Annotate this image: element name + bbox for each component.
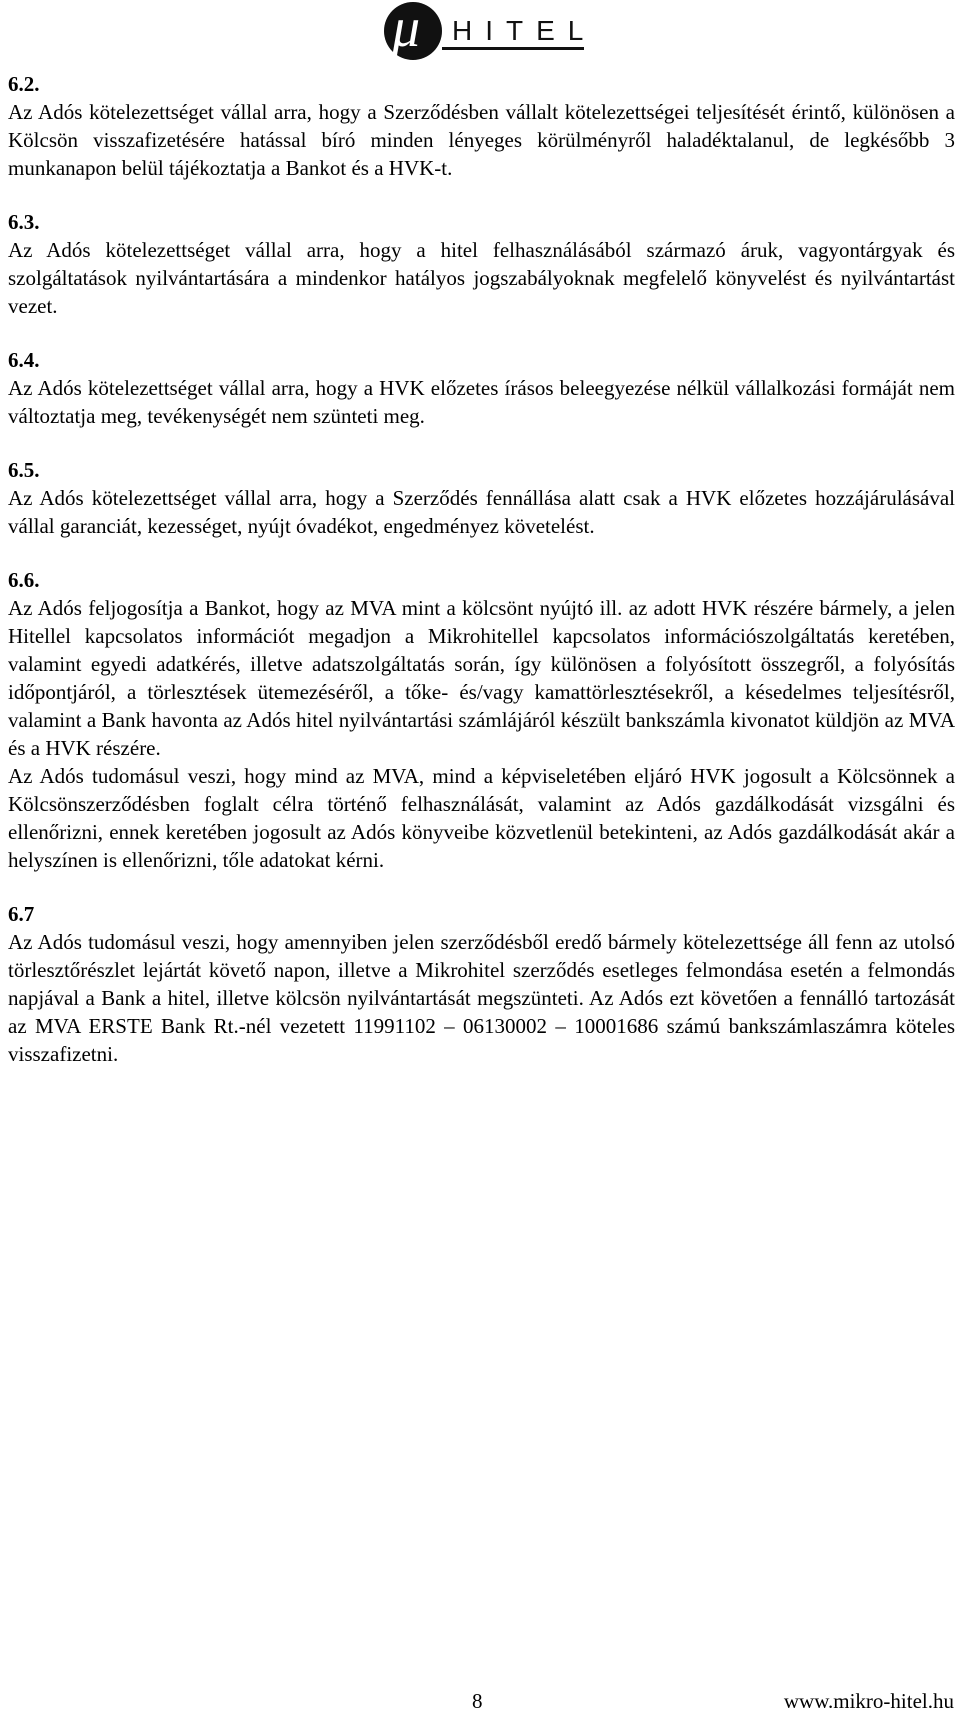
section-paragraph: Az Adós kötelezettséget vállal arra, hogy a HVK előzetes írásos beleegyezése nélkül vállalkozási formáját nem változtatja meg, tevékenységét nem szünteti meg. [8, 376, 955, 428]
section-paragraph: Az Adós kötelezettséget vállal arra, hogy a Szerződésben vállalt kötelezettségei teljesítését érintő, különösen a Kölcsön visszafizetésére hatással bíró minden lényeges körülményről haladéktalanul, de legkésőbb 3 munkanapon belül tájékoztatja a Bankot és a HVK-t. [8, 100, 955, 180]
logo-wordmark: HITEL [452, 15, 597, 46]
section-paragraph: Az Adós feljogosítja a Bankot, hogy az MVA mint a kölcsönt nyújtó ill. az adott HVK részére bármely, a jelen Hitellel kapcsolatos információt megadjon a Mikrohitellel kapcsolatos információszolgáltatás keretében, valamint egyedi adatkérés, illetve adatszolgáltatás során, így különösen a folyósított összegről, a folyósítás időpontjáról, a törlesztések ütemezéséről, a tőke- és/vagy kamattörlesztésekről, a késedelmes teljesítésről, valamint a Bank havonta az Adós hitel nyilvántartási számlájáról készült bankszámla kivonatot küldjön az MVA és a HVK részére. [8, 596, 955, 760]
section-number: 6.7 [8, 902, 35, 926]
mu-hitel-logo [384, 0, 597, 64]
section-number: 6.6. [8, 568, 40, 592]
section-paragraph: Az Adós tudomásul veszi, hogy mind az MVA, mind a képviseletében eljáró HVK jogosult a Kölcsönnek a Kölcsönszerződésben foglalt célra történő felhasználását, valamint az Adós gazdálkodását vizsgálni és ellenőrizni, ennek keretében jogosult az Adós könyveibe közvetlenül betekinteni, az Adós gazdálkodását akár a helyszínen is ellenőrizni, tőle adatokat kérni. [8, 764, 955, 872]
section-number: 6.4. [8, 348, 40, 372]
section-number: 6.3. [8, 210, 40, 234]
logo-mu-symbol: μ [392, 0, 421, 59]
footer-url: www.mikro-hitel.hu [783, 1689, 954, 1713]
section-paragraph: Az Adós tudomásul veszi, hogy amennyiben jelen szerződésből eredő bármely kötelezettsége áll fenn az utolsó törlesztőrészlet lejártát követő napon, illetve a Mikrohitel szerződés esetleges felmondása esetén a felmondás napjával a Bank a hitel, illetve kölcsön nyilvántartását megszünteti. Az Adós ezt követően a fennálló tartozását az MVA ERSTE Bank Rt.-nél vezetett 11991102 – 06130002 – 10001686 számú bankszámlaszámra köteles visszafizetni. [8, 930, 955, 1066]
page-number: 8 [472, 1689, 483, 1713]
section-paragraph: Az Adós kötelezettséget vállal arra, hogy a Szerződés fennállása alatt csak a HVK előzetes hozzájárulásával vállal garanciát, kezességet, nyújt óvadékot, engedményez követelést. [8, 486, 955, 538]
section-paragraph: Az Adós kötelezettséget vállal arra, hogy a hitel felhasználásából származó áruk, vagyontárgyak és szolgáltatások nyilvántartására a mindenkor hatályos jogszabályoknak megfelelő könyvelést és nyilvántartást vezet. [8, 238, 955, 318]
logo-underline [442, 47, 584, 50]
document-body [8, 70, 955, 1068]
section-number: 6.2. [8, 72, 40, 96]
section-number: 6.5. [8, 458, 40, 482]
